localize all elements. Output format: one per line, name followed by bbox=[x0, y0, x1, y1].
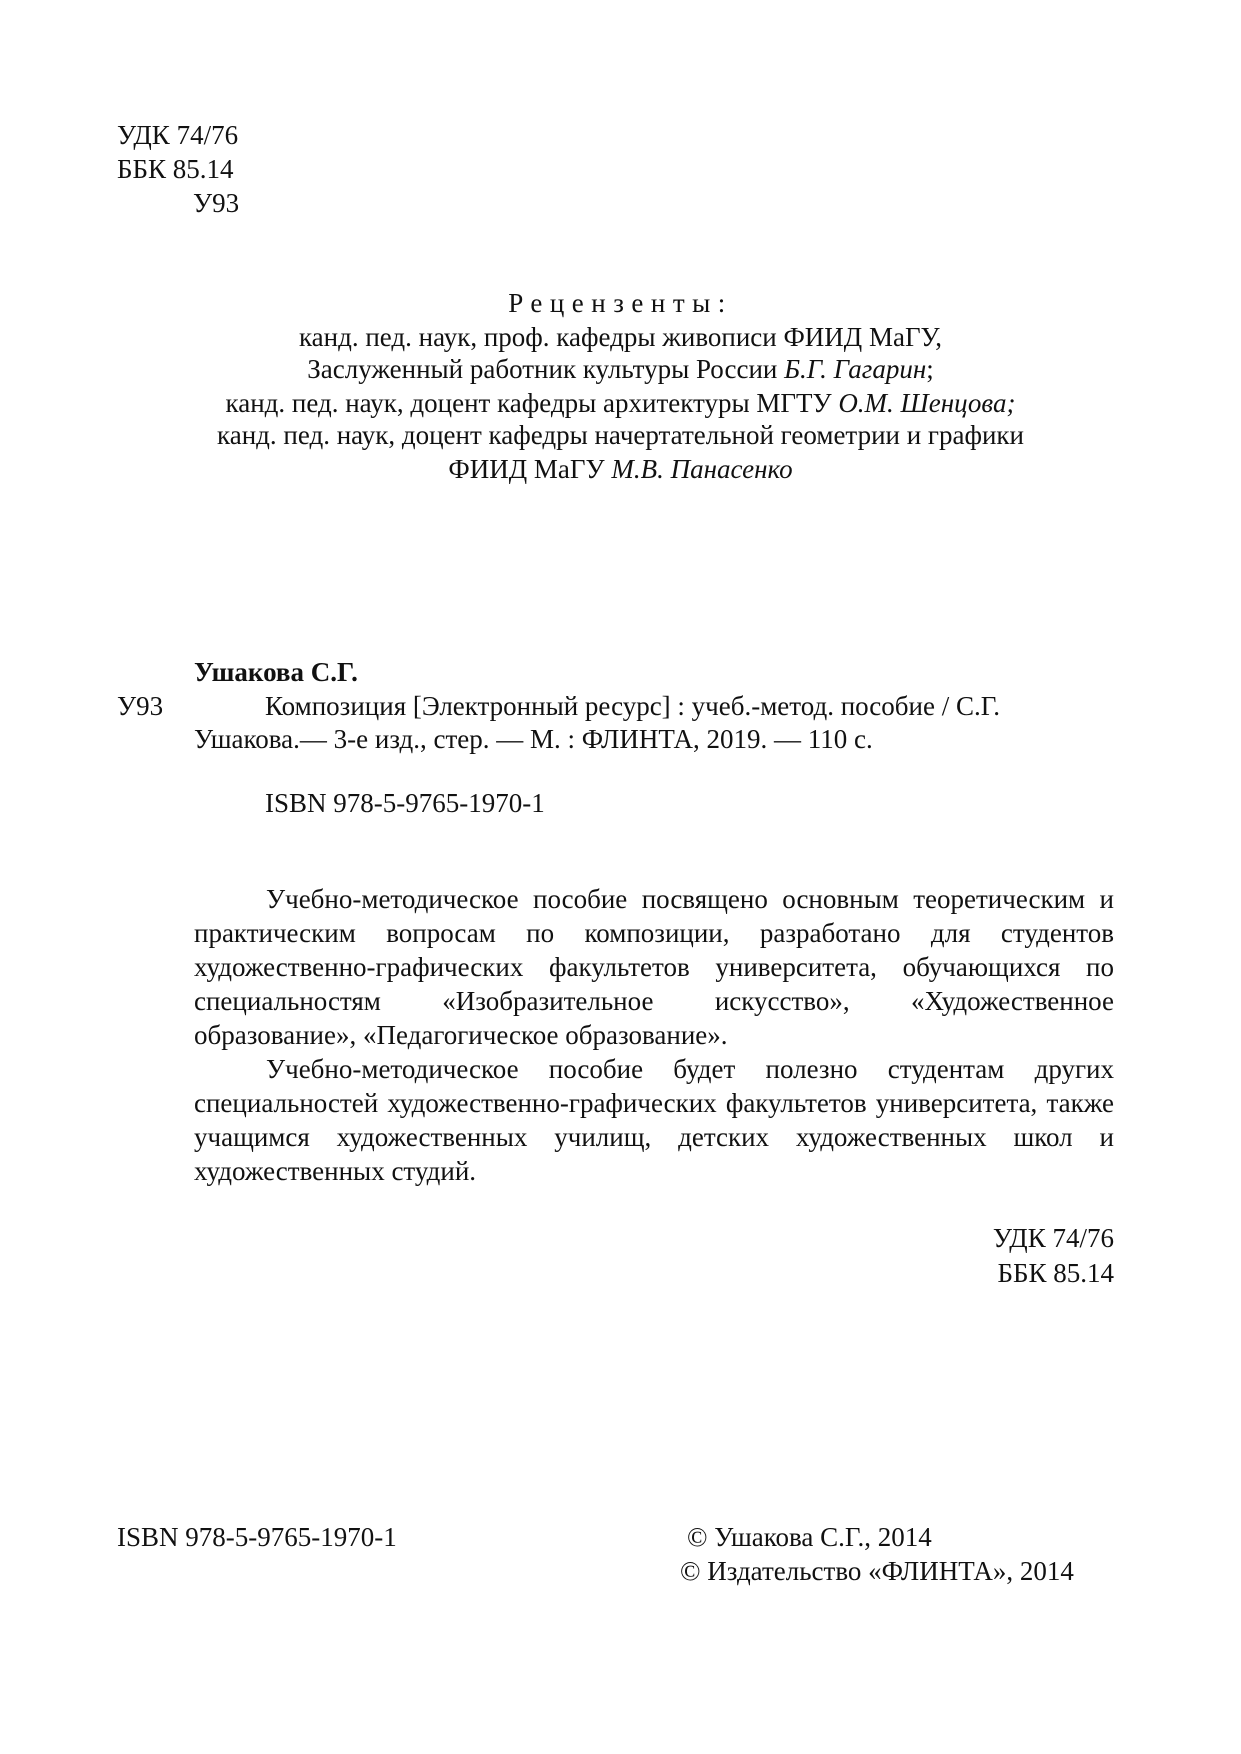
book-author: Ушакова С.Г. bbox=[194, 657, 358, 687]
reviewers-heading: Рецензенты: bbox=[508, 288, 733, 318]
bibliographic-line-2: Ушакова.— 3-е изд., стер. — М. : ФЛИНТА, 2019. — 110 с. bbox=[194, 724, 873, 754]
isbn-record: ISBN 978-5-9765-1970-1 bbox=[265, 788, 545, 818]
reviewer-line-3 bbox=[0, 386, 1241, 420]
isbn-footer: ISBN 978-5-9765-1970-1 bbox=[117, 1522, 397, 1552]
abstract-paragraph-2: Учебно-методическое пособие будет полезно студентам других специальностей художественно-графических факультетов университета, также учащимся художественных училищ, детских художественных школ и художественных студий. bbox=[194, 1054, 1114, 1186]
reviewer-line-2-tail: ; bbox=[926, 354, 934, 384]
bibliographic-line-1: Композиция [Электронный ресурс] : учеб.-метод. пособие / С.Г. bbox=[265, 691, 1001, 721]
reviewer-line-5-text: ФИИД МаГУ bbox=[448, 454, 612, 484]
reviewer-line-4: канд. пед. наук, доцент кафедры начертательной геометрии и графики bbox=[217, 420, 1024, 450]
reviewer-line-1: канд. пед. наук, проф. кафедры живописи ФИИД МаГУ, bbox=[298, 322, 943, 352]
abstract-paragraph-1: Учебно-методическое пособие посвящено основным теоретическим и практическим вопросам по композиции, разработано для студентов художественно-графических факультетов университета, обучающихся по специальностям «Изобразительное искусство», «Художественное образование», «Педагогическое образование». bbox=[194, 884, 1114, 1050]
reviewer-line-2-text: Заслуженный работник культуры России bbox=[307, 354, 785, 384]
author-mark-top: У93 bbox=[193, 188, 240, 218]
reviewer-line-2 bbox=[0, 352, 1241, 386]
bbk-code-top: ББК 85.14 bbox=[117, 154, 234, 184]
author-mark: У93 bbox=[117, 691, 164, 721]
udk-code-top: УДК 74/76 bbox=[117, 120, 239, 150]
reviewer-line-5 bbox=[0, 452, 1241, 486]
reviewer-line-3-text: канд. пед. наук, доцент кафедры архитектуры МГТУ bbox=[225, 388, 839, 418]
reviewer-name-gagarin: Б.Г. Гагарин bbox=[784, 354, 927, 384]
copyright-publisher: © Издательство «ФЛИНТА», 2014 bbox=[680, 1556, 1074, 1586]
copyright-author: © Ушакова С.Г., 2014 bbox=[687, 1522, 932, 1552]
abstract bbox=[194, 882, 1114, 1188]
reviewer-name-panasenko: М.В. Панасенко bbox=[611, 454, 793, 484]
bbk-code-bottom: ББК 85.14 bbox=[997, 1258, 1114, 1288]
udk-code-bottom: УДК 74/76 bbox=[992, 1223, 1114, 1253]
reviewer-name-shentsova: О.М. Шенцова; bbox=[838, 388, 1016, 418]
